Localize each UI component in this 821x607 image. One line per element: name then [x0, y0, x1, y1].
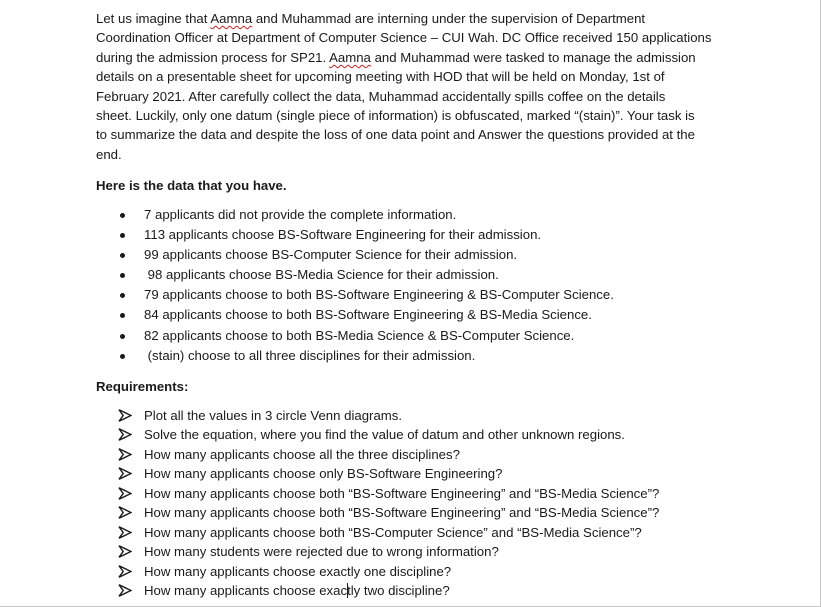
- data-item-text: 79 applicants choose to both BS-Software Engineering & BS-Computer Science.: [144, 287, 614, 303]
- intro-line: [96, 145, 736, 164]
- intro-line: [96, 87, 736, 106]
- requirement-item: [96, 542, 659, 561]
- intro-text: Let us imagine that: [96, 11, 211, 26]
- requirement-item: [96, 562, 659, 581]
- intro-paragraph: [96, 9, 736, 164]
- requirement-item: [96, 484, 659, 503]
- requirement-text: How many applicants choose all the three disciplines?: [144, 446, 460, 462]
- arrowhead-bullet-icon: [118, 526, 132, 539]
- requirement-text: How many applicants choose only BS-Software Engineering?: [144, 466, 503, 482]
- intro-text: to summarize the data and despite the loss of one data point and Answer the questions provided at the: [96, 127, 695, 143]
- bullet-dot-icon: [120, 293, 125, 298]
- requirement-text: How many students were rejected due to wrong information?: [144, 544, 499, 560]
- requirement-text: How many applicants choose exactly one discipline?: [144, 563, 452, 579]
- intro-text: sheet. Luckily, only one datum (single piece of information) is obfuscated, marked “(stain)”. Your task is: [96, 108, 695, 124]
- bullet-dot-icon: [120, 273, 125, 278]
- intro-text: details on a presentable sheet for upcoming meeting with HOD that will be held on Monday, 1st of: [96, 69, 665, 85]
- intro-text: February 2021. After carefully collect the data, Muhammad accidentally spills coffee on the details: [96, 88, 666, 104]
- requirement-text: Solve the equation, where you find the value of datum and other unknown regions.: [144, 427, 625, 443]
- arrowhead-bullet-icon: [118, 467, 132, 480]
- spellcheck-flagged-word: Aamna: [210, 11, 253, 26]
- intro-text: and Muhammad are interning under the supervision of Department: [252, 11, 646, 26]
- arrowhead-bullet-icon: [118, 428, 132, 441]
- arrowhead-bullet-icon: [118, 545, 132, 558]
- data-list-item: [96, 346, 614, 366]
- requirement-text: How many applicants choose exactly two discipline?: [144, 582, 450, 598]
- data-item-text: 98 applicants choose BS-Media Science for their admission.: [144, 267, 499, 283]
- intro-text: during the admission process for SP21.: [96, 49, 330, 65]
- intro-line: [96, 48, 736, 67]
- data-list-item: [96, 305, 614, 325]
- requirement-item: [96, 503, 659, 522]
- data-item-text: 7 applicants did not provide the complete information.: [144, 207, 457, 222]
- requirement-item: [96, 445, 659, 464]
- requirement-item: [96, 406, 659, 425]
- arrowhead-bullet-icon: [118, 565, 132, 578]
- intro-line: [96, 125, 736, 144]
- data-item-text: 84 applicants choose to both BS-Software Engineering & BS-Media Science.: [144, 307, 592, 323]
- requirement-text: How many applicants choose both “BS-Software Engineering” and “BS-Media Science”?: [144, 485, 660, 501]
- data-list: [96, 205, 614, 366]
- intro-line: [96, 67, 736, 86]
- data-list-item: [96, 225, 614, 245]
- intro-line: [96, 9, 736, 28]
- intro-line: [96, 106, 736, 125]
- data-item-text: 82 applicants choose to both BS-Media Science & BS-Computer Science.: [144, 327, 575, 343]
- data-list-item: [96, 265, 614, 285]
- bullet-dot-icon: [120, 233, 125, 238]
- data-item-text: (stain) choose to all three disciplines for their admission.: [144, 347, 476, 363]
- requirement-text: How many applicants choose both “BS-Computer Science” and “BS-Media Science”?: [144, 524, 642, 540]
- data-item-text: 113 applicants choose BS-Software Engineering for their admission.: [144, 227, 542, 243]
- intro-line: [96, 28, 736, 47]
- arrowhead-bullet-icon: [118, 506, 132, 519]
- data-item-text: 99 applicants choose BS-Computer Science for their admission.: [144, 247, 518, 263]
- requirement-item: [96, 523, 659, 542]
- spellcheck-flagged-word: Aamna: [329, 49, 371, 65]
- requirement-text: How many applicants choose both “BS-Software Engineering” and “BS-Media Science”?: [144, 505, 660, 521]
- requirement-text: Plot all the values in 3 circle Venn diagrams.: [144, 408, 403, 423]
- data-list-item: [96, 245, 614, 265]
- intro-text: Coordination Officer at Department of Computer Science – CUI Wah. DC Office received 150 applications: [96, 30, 712, 46]
- document-body[interactable]: [96, 9, 736, 598]
- intro-text: and Muhammad were tasked to manage the admission: [370, 49, 696, 65]
- arrowhead-bullet-icon: [118, 448, 132, 461]
- requirements-list: [96, 406, 659, 600]
- bullet-dot-icon: [120, 334, 125, 339]
- requirement-item: [96, 425, 659, 444]
- data-list-item: [96, 205, 614, 225]
- arrowhead-bullet-icon: [118, 409, 132, 422]
- text-cursor: [347, 583, 348, 598]
- arrowhead-bullet-icon: [118, 487, 132, 500]
- bullet-dot-icon: [120, 354, 125, 359]
- bullet-dot-icon: [120, 313, 125, 318]
- data-list-item: [96, 326, 614, 346]
- bullet-dot-icon: [120, 253, 125, 258]
- data-list-item: [96, 285, 614, 305]
- requirements-heading: Requirements:: [96, 379, 189, 394]
- bullet-dot-icon: [120, 213, 125, 218]
- requirement-item: [96, 581, 659, 600]
- data-heading: Here is the data that you have.: [96, 178, 287, 193]
- intro-text: end.: [96, 146, 122, 162]
- arrowhead-bullet-icon: [118, 584, 132, 597]
- requirement-item: [96, 464, 659, 483]
